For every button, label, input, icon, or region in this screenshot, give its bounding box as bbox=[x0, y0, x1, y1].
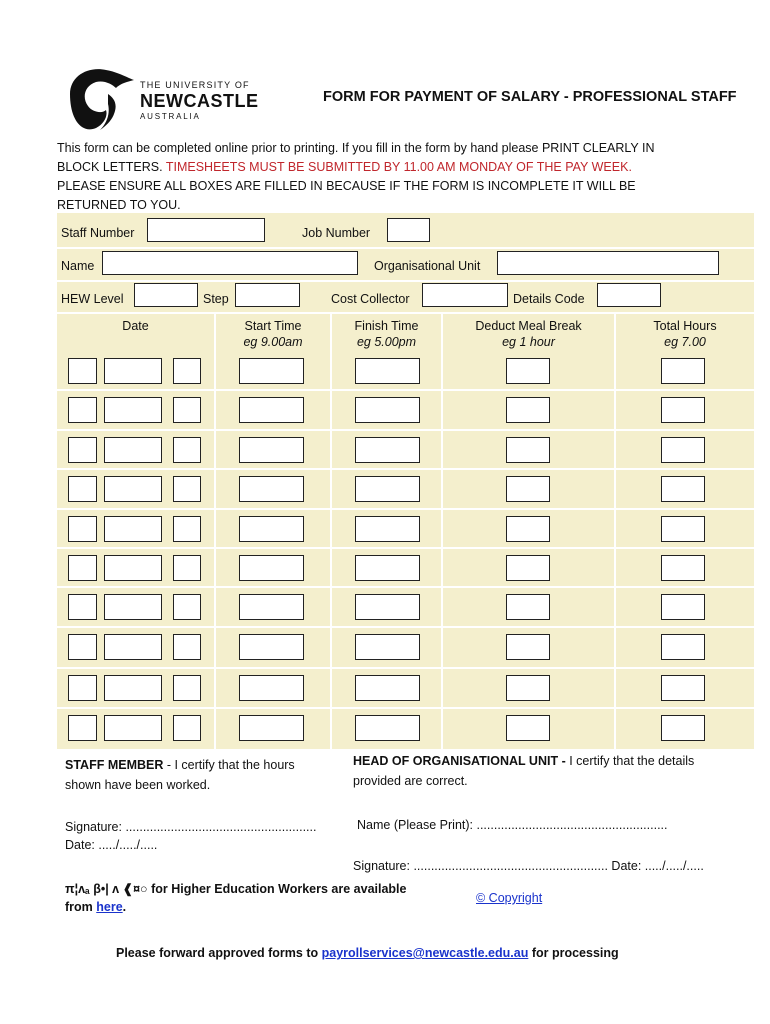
intro-line-2 bbox=[57, 158, 747, 177]
total-hours-field[interactable] bbox=[661, 555, 705, 581]
finish-time-field[interactable] bbox=[355, 555, 420, 581]
meal-break-field[interactable] bbox=[506, 675, 550, 701]
staff-text-2: shown have been worked. bbox=[65, 778, 211, 792]
head-signature: Signature: ........................................................ Date: ...../...../..... bbox=[353, 859, 704, 873]
month-field[interactable] bbox=[104, 634, 162, 660]
start-time-field[interactable] bbox=[239, 516, 304, 542]
start-time-field[interactable] bbox=[239, 675, 304, 701]
meal-break-field[interactable] bbox=[506, 634, 550, 660]
from-text: from bbox=[65, 900, 97, 914]
finish-time-field[interactable] bbox=[355, 634, 420, 660]
hew-level-label: HEW Level bbox=[61, 292, 124, 306]
meal-break-header: Deduct Meal Break bbox=[475, 319, 582, 333]
payroll-email-link[interactable]: payrollservices@newcastle.edu.au bbox=[321, 946, 529, 960]
finish-time-field[interactable] bbox=[355, 516, 420, 542]
meal-break-field[interactable] bbox=[506, 555, 550, 581]
period-text: . bbox=[122, 900, 127, 914]
seahorse-logo-icon bbox=[62, 64, 136, 134]
month-field[interactable] bbox=[104, 555, 162, 581]
total-hours-field[interactable] bbox=[661, 715, 705, 741]
date-header: Date bbox=[122, 319, 149, 333]
intro-line-1: This form can be completed online prior to printing. If you fill in the form by hand please PRINT CLEARLY IN bbox=[57, 141, 655, 155]
year-field[interactable] bbox=[173, 358, 201, 384]
day-field[interactable] bbox=[68, 555, 97, 581]
year-field[interactable] bbox=[173, 476, 201, 502]
award-available-text: for Higher Education Workers are available bbox=[147, 882, 407, 896]
day-field[interactable] bbox=[68, 358, 97, 384]
col-divider bbox=[214, 313, 216, 749]
day-field[interactable] bbox=[68, 476, 97, 502]
name-label: Name bbox=[61, 259, 95, 273]
instructions bbox=[57, 139, 747, 215]
details-code-field[interactable] bbox=[597, 283, 661, 307]
day-field[interactable] bbox=[68, 397, 97, 423]
start-time-header: Start Time bbox=[244, 319, 302, 333]
head-text-1: I certify that the details bbox=[565, 754, 695, 768]
finish-time-header: Finish Time bbox=[354, 319, 419, 333]
logo-line-1: THE UNIVERSITY OF bbox=[140, 80, 250, 90]
row-divider bbox=[57, 667, 754, 669]
month-field[interactable] bbox=[104, 397, 162, 423]
total-hours-field[interactable] bbox=[661, 516, 705, 542]
total-hours-example: eg 7.00 bbox=[664, 335, 706, 349]
row-divider bbox=[57, 247, 754, 249]
intro-line-4: RETURNED TO YOU. bbox=[57, 198, 181, 212]
finish-time-field[interactable] bbox=[355, 358, 420, 384]
row-divider bbox=[57, 429, 754, 431]
row-divider bbox=[57, 389, 754, 391]
row-divider bbox=[57, 508, 754, 510]
total-hours-field[interactable] bbox=[661, 397, 705, 423]
total-hours-field[interactable] bbox=[661, 358, 705, 384]
start-time-field[interactable] bbox=[239, 476, 304, 502]
name-field[interactable] bbox=[102, 251, 358, 275]
day-field[interactable] bbox=[68, 516, 97, 542]
total-hours-field[interactable] bbox=[661, 594, 705, 620]
row-divider bbox=[57, 547, 754, 549]
row-divider bbox=[57, 586, 754, 588]
intro-line-3: PLEASE ENSURE ALL BOXES ARE FILLED IN BECAUSE IF THE FORM IS INCOMPLETE IT WILL BE bbox=[57, 179, 636, 193]
head-name-print: Name (Please Print): ....................................................... bbox=[357, 818, 668, 832]
start-time-example: eg 9.00am bbox=[243, 335, 303, 349]
finish-time-field[interactable] bbox=[355, 397, 420, 423]
intro-line-2-black: BLOCK LETTERS. bbox=[57, 160, 166, 174]
meal-break-field[interactable] bbox=[506, 516, 550, 542]
start-time-field[interactable] bbox=[239, 594, 304, 620]
copyright-link[interactable]: © Copyright bbox=[476, 891, 543, 905]
hew-level-field[interactable] bbox=[134, 283, 198, 307]
year-field[interactable] bbox=[173, 675, 201, 701]
row-divider bbox=[57, 312, 754, 314]
start-time-field[interactable] bbox=[239, 634, 304, 660]
forward-prefix: Please forward approved forms to bbox=[116, 946, 322, 960]
logo-line-3: AUSTRALIA bbox=[140, 112, 201, 121]
head-certification bbox=[353, 751, 753, 791]
day-field[interactable] bbox=[68, 634, 97, 660]
logo-line-2: NEWCASTLE bbox=[140, 91, 259, 111]
day-field[interactable] bbox=[68, 675, 97, 701]
staff-signature: Signature: ....................................................... bbox=[65, 820, 317, 834]
month-field[interactable] bbox=[104, 675, 162, 701]
total-hours-field[interactable] bbox=[661, 437, 705, 463]
garbled-text: π¦ʌₐ β•| ʌ ❰¤○ bbox=[65, 882, 148, 896]
col-divider bbox=[614, 313, 616, 749]
month-field[interactable] bbox=[104, 358, 162, 384]
col-header-total bbox=[616, 318, 754, 350]
total-hours-field[interactable] bbox=[661, 634, 705, 660]
award-note bbox=[65, 880, 485, 916]
month-field[interactable] bbox=[104, 715, 162, 741]
col-header-finish bbox=[332, 318, 441, 350]
finish-time-field[interactable] bbox=[355, 437, 420, 463]
university-logo bbox=[62, 64, 262, 134]
staff-text-1: - I certify that the hours bbox=[163, 758, 295, 772]
row-divider bbox=[57, 468, 754, 470]
col-divider bbox=[330, 313, 332, 749]
forward-instructions bbox=[116, 943, 619, 963]
finish-time-field[interactable] bbox=[355, 594, 420, 620]
row-divider bbox=[57, 707, 754, 709]
deadline-warning: TIMESHEETS MUST BE SUBMITTED BY 11.00 AM MONDAY OF THE PAY WEEK. bbox=[165, 160, 632, 174]
meal-break-field[interactable] bbox=[506, 715, 550, 741]
day-field[interactable] bbox=[68, 715, 97, 741]
cost-collector-field[interactable] bbox=[422, 283, 508, 307]
here-link[interactable]: here bbox=[96, 900, 123, 914]
finish-time-field[interactable] bbox=[355, 476, 420, 502]
staff-number-field[interactable] bbox=[147, 218, 265, 242]
meal-break-example: eg 1 hour bbox=[502, 335, 555, 349]
col-header-meal bbox=[443, 318, 614, 350]
start-time-field[interactable] bbox=[239, 437, 304, 463]
total-hours-field[interactable] bbox=[661, 476, 705, 502]
col-divider bbox=[441, 313, 443, 749]
row-divider bbox=[57, 626, 754, 628]
year-field[interactable] bbox=[173, 594, 201, 620]
step-field[interactable] bbox=[235, 283, 300, 307]
org-unit-label: Organisational Unit bbox=[374, 259, 481, 273]
year-field[interactable] bbox=[173, 516, 201, 542]
total-hours-header: Total Hours bbox=[653, 319, 717, 333]
meal-break-field[interactable] bbox=[506, 437, 550, 463]
job-number-label: Job Number bbox=[302, 226, 371, 240]
finish-time-example: eg 5.00pm bbox=[356, 335, 417, 349]
head-heading: HEAD OF ORGANISATIONAL UNIT - bbox=[353, 754, 566, 768]
year-field[interactable] bbox=[173, 397, 201, 423]
month-field[interactable] bbox=[104, 437, 162, 463]
year-field[interactable] bbox=[173, 715, 201, 741]
step-label: Step bbox=[203, 292, 229, 306]
start-time-field[interactable] bbox=[239, 715, 304, 741]
start-time-field[interactable] bbox=[239, 555, 304, 581]
cost-collector-label: Cost Collector bbox=[331, 292, 410, 306]
staff-date: Date: ...../...../..... bbox=[65, 838, 158, 852]
total-hours-field[interactable] bbox=[661, 675, 705, 701]
finish-time-field[interactable] bbox=[355, 675, 420, 701]
meal-break-field[interactable] bbox=[506, 358, 550, 384]
year-field[interactable] bbox=[173, 555, 201, 581]
start-time-field[interactable] bbox=[239, 358, 304, 384]
meal-break-field[interactable] bbox=[506, 476, 550, 502]
staff-certification bbox=[65, 755, 345, 795]
finish-time-field[interactable] bbox=[355, 715, 420, 741]
month-field[interactable] bbox=[104, 516, 162, 542]
day-field[interactable] bbox=[68, 437, 97, 463]
start-time-field[interactable] bbox=[239, 397, 304, 423]
meal-break-field[interactable] bbox=[506, 594, 550, 620]
head-text-2: provided are correct. bbox=[353, 774, 468, 788]
job-number-field[interactable] bbox=[387, 218, 430, 242]
org-unit-field[interactable] bbox=[497, 251, 719, 275]
staff-heading: STAFF MEMBER bbox=[65, 758, 164, 772]
month-field[interactable] bbox=[104, 476, 162, 502]
staff-number-label: Staff Number bbox=[61, 226, 135, 240]
col-header-date bbox=[57, 318, 214, 334]
row-divider bbox=[57, 280, 754, 282]
year-field[interactable] bbox=[173, 437, 201, 463]
col-header-start bbox=[216, 318, 330, 350]
year-field[interactable] bbox=[173, 634, 201, 660]
details-code-label: Details Code bbox=[513, 292, 585, 306]
meal-break-field[interactable] bbox=[506, 397, 550, 423]
month-field[interactable] bbox=[104, 594, 162, 620]
form-title: FORM FOR PAYMENT OF SALARY - PROFESSIONAL STAFF bbox=[323, 89, 737, 105]
day-field[interactable] bbox=[68, 594, 97, 620]
forward-suffix: for processing bbox=[528, 946, 619, 960]
